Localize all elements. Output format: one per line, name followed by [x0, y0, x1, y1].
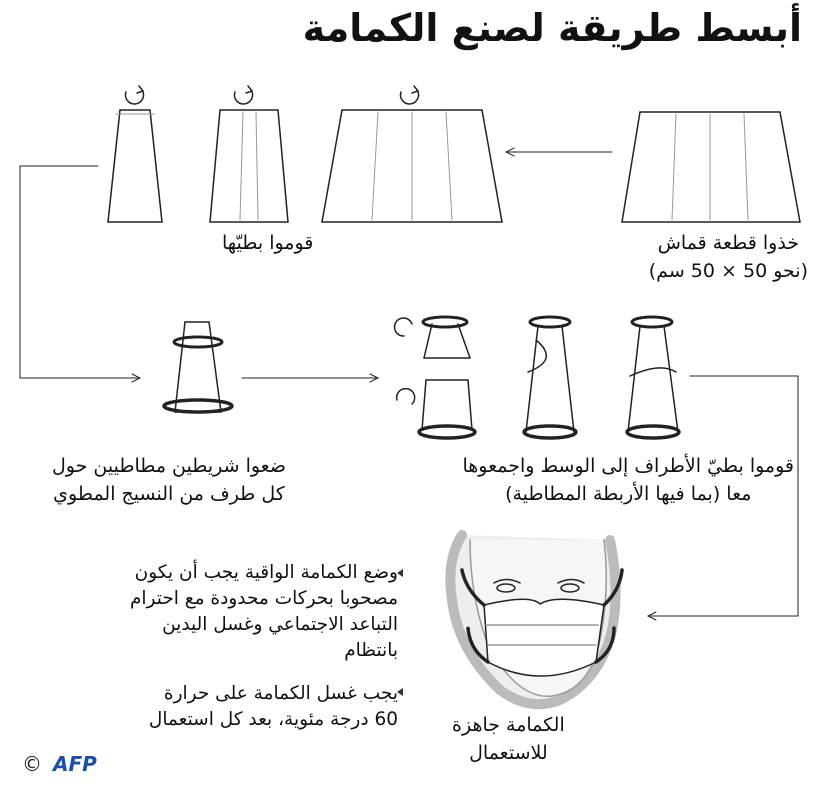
step2-caption: قوموا بطيّها: [222, 232, 314, 254]
step4-line1: ضعوا شريطين مطاطيين حول: [52, 455, 286, 477]
step3-caption: [463, 453, 795, 508]
step1-line1: خذوا قطعة قماش: [657, 232, 800, 254]
note-1: [130, 560, 398, 664]
arrow-right-icon: [242, 374, 378, 382]
note-1-line3: التباعد الاجتماعي وغسل اليدين: [162, 613, 398, 635]
step5-caption: [452, 712, 565, 767]
arrow-left-icon: [506, 148, 612, 156]
note-2-line2: 60 درجة مئوية، بعد كل استعمال: [148, 708, 398, 730]
face-with-mask: [450, 535, 622, 704]
connector-left: [20, 166, 140, 382]
copyright-symbol: ©: [22, 752, 42, 776]
note-2: [149, 681, 398, 733]
step1-line2: (نحو 50 × 50 سم): [648, 259, 808, 282]
page-title: أبسط طريقة لصنع الكمامة: [302, 6, 802, 50]
note-1-line2: مصحوبا بحركات محدودة مع احترام: [129, 587, 398, 609]
step3-line2: معا (بما فيها الأربطة المطاطية): [505, 482, 752, 505]
fabric-fold-a: [322, 86, 502, 222]
fabric-flat: [622, 112, 800, 222]
fabric-step3-a: [395, 317, 475, 438]
note-2-line1: يجب غسل الكمامة على حرارة: [163, 683, 398, 704]
step4-line2: كل طرف من النسيج المطوي: [53, 482, 285, 505]
fabric-fold-c: [108, 86, 162, 222]
fabric-step3-c: [627, 317, 679, 438]
fabric-step3-b: [524, 317, 576, 438]
fabric-fold-b: [210, 86, 288, 222]
step5-line1: الكمامة جاهزة: [452, 714, 565, 736]
afp-logo: AFP: [52, 752, 97, 776]
afp-credit: [22, 752, 97, 776]
note-1-line4: بانتظام: [344, 639, 398, 661]
step3-line1: قوموا بطيّ الأطراف إلى الوسط واجمعوها: [462, 455, 794, 477]
fabric-step4: [164, 322, 232, 412]
step1-caption: [649, 230, 808, 285]
step4-caption: [52, 453, 286, 508]
note-1-line1: وضع الكمامة الواقية يجب أن يكون: [134, 562, 398, 583]
step5-line2: للاستعمال: [469, 741, 548, 764]
